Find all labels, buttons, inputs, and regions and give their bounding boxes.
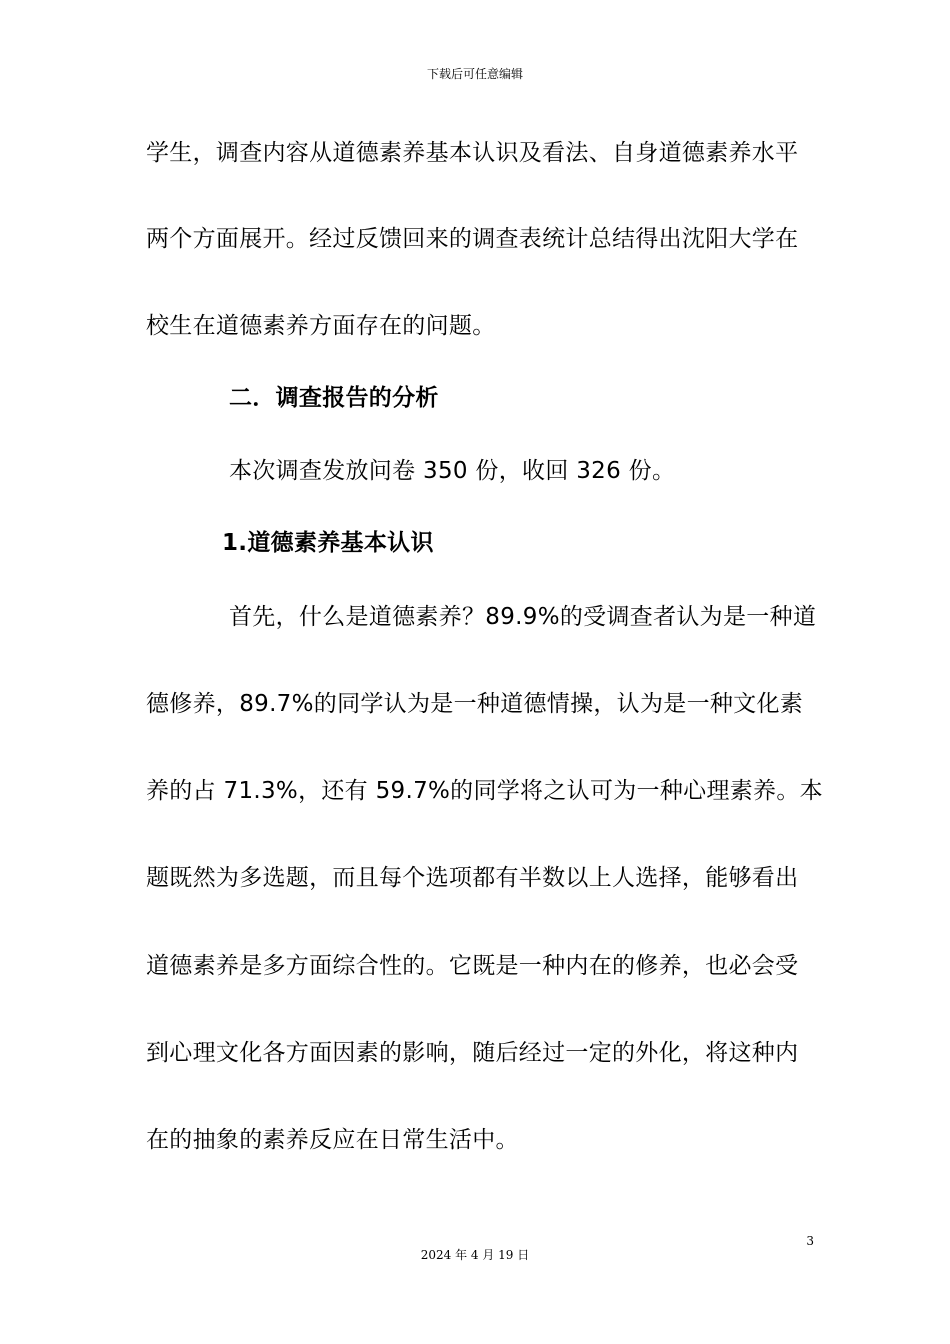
paragraph-line: 德修养，89.7%的同学认为是一种道德情操，认为是一种文化素	[146, 691, 804, 717]
paragraph-line: 到心理文化各方面因素的影响，随后经过一定的外化，将这种内	[146, 1040, 799, 1066]
page-number: 3	[806, 1234, 814, 1248]
section-heading: 二．调查报告的分析	[229, 385, 439, 411]
paragraph-line: 道德素养是多方面综合性的。它既是一种内在的修养，也必会受	[146, 953, 799, 979]
paragraph-line: 首先，什么是道德素养？89.9%的受调查者认为是一种道	[229, 604, 817, 630]
paragraph-line: 两个方面展开。经过反馈回来的调查表统计总结得出沈阳大学在	[146, 226, 799, 252]
subsection-heading: 1.道德素养基本认识	[222, 530, 434, 556]
page-header: 下载后可任意编辑	[426, 67, 523, 81]
footer-date: 2024 年 4 月 19 日	[420, 1248, 530, 1262]
paragraph-line: 学生，调查内容从道德素养基本认识及看法、自身道德素养水平	[146, 140, 799, 166]
paragraph-line: 养的占 71.3%，还有 59.7%的同学将之认可为一种心理素养。本	[146, 778, 823, 804]
paragraph-line: 在的抽象的素养反应在日常生活中。	[146, 1127, 519, 1153]
paragraph-line: 本次调查发放问卷 350 份，收回 326 份。	[229, 458, 676, 484]
paragraph-line: 校生在道德素养方面存在的问题。	[146, 313, 496, 339]
paragraph-line: 题既然为多选题，而且每个选项都有半数以上人选择，能够看出	[146, 865, 799, 891]
